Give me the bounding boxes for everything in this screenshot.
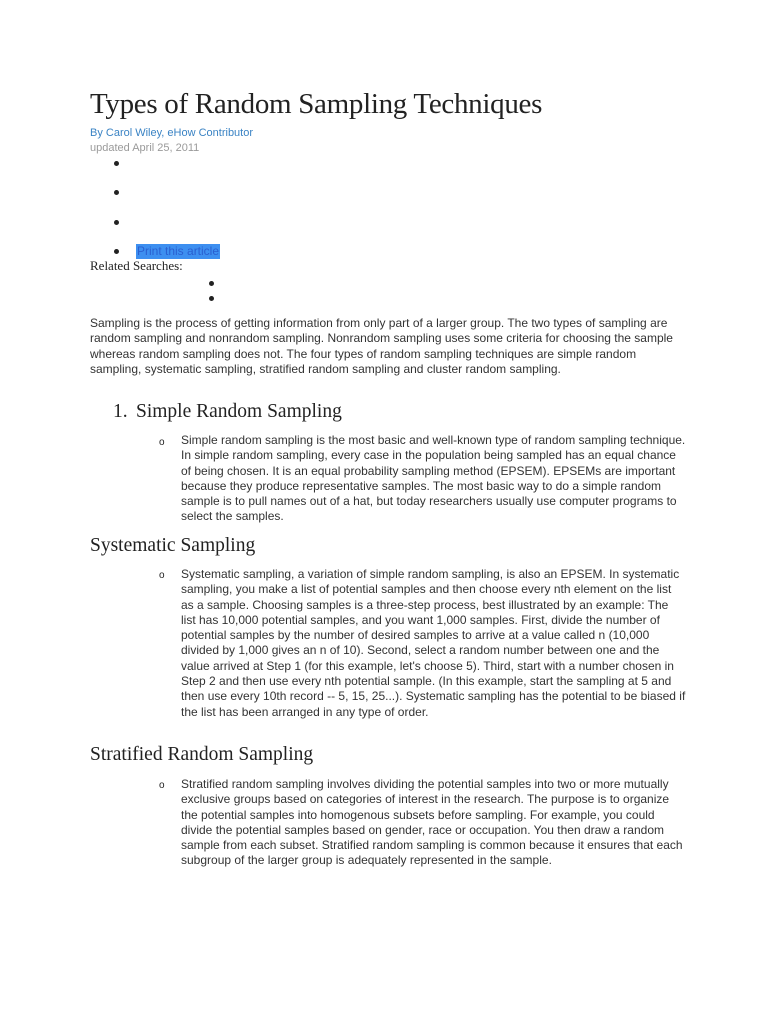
intro-paragraph: Sampling is the process of getting information from only part of a larger group. The two types of sampling are random sampling and nonrandom sampling. Nonrandom sampling uses some criteria for choosing the sample whereas random sampling does not. The four types of random sampling techniques are simple random sampling, systematic sampling, stratified random sampling and cluster random sampling. xyxy=(90,316,673,376)
section-text-simple: Simple random sampling is the most basic and well-known type of random sampling technique. In simple random sampling, every case in the population being sampled has an equal chance of being chosen. It is an equal probability sampling method (EPSEM). EPSEMs are important because they produce representative samples. The most basic way to do a simple random sample is to pull names out of a hat, but today researchers usually use computer programs to select the samples. xyxy=(181,433,686,524)
list-bullet-systematic: o xyxy=(159,570,165,581)
share-bullet-1 xyxy=(114,161,119,166)
related-searches-label: Related Searches: xyxy=(90,258,183,273)
section-text-stratified: Stratified random sampling involves dividing the potential samples into two or more mutually exclusive groups based on categories of interest in the research. The purpose is to organize the potential samples into homogenous subsets before sampling. For example, you could divide the potential samples based on gender, race or occupation. You then draw a random sample from each subset. Stratified random sampling is common because it ensures that each subgroup of the larger group is adequately represented in the sample. xyxy=(181,777,683,868)
section-heading-simple: Simple Random Sampling xyxy=(136,401,342,422)
print-article-link[interactable]: Print this article xyxy=(137,244,220,258)
share-bullet-4 xyxy=(114,249,119,254)
list-bullet-simple: o xyxy=(159,437,165,448)
section-number: 1. xyxy=(113,401,128,422)
section-heading-stratified: Stratified Random Sampling xyxy=(90,744,314,765)
author-byline[interactable]: By Carol Wiley, eHow Contributor xyxy=(90,127,254,139)
related-search-bullet-1 xyxy=(209,281,214,286)
share-bullet-2 xyxy=(114,190,119,195)
section-text-systematic: Systematic sampling, a variation of simple random sampling, is also an EPSEM. In systematic sampling, you make a list of potential samples and then choose every nth element on the list as a sample. Choosing samples is a three-step process, best illustrated by an example: The list has 10,000 potential samples, and you want 1,000 samples. First, divide the number of potential samples by the number of desired samples to arrive at a value called n (10,000 divided by 1,000 gives an n of 10). Second, select a random number between one and the value arrived at Step 1 (for this example, let's choose 5). Third, start with a number chosen in Step 2 and then use every nth potential sample. (In this example, start the sampling at 5 and then use every 10th record -- 5, 15, 25...). Systematic sampling has the potential to be biased if the list has been arranged in any type of order. xyxy=(181,567,686,719)
related-search-bullet-2 xyxy=(209,296,214,301)
share-bullet-3 xyxy=(114,220,119,225)
article-title: Types of Random Sampling Techniques xyxy=(90,88,543,120)
section-heading-systematic: Systematic Sampling xyxy=(90,535,256,556)
list-bullet-stratified: o xyxy=(159,780,165,791)
updated-date: updated April 25, 2011 xyxy=(90,142,200,154)
